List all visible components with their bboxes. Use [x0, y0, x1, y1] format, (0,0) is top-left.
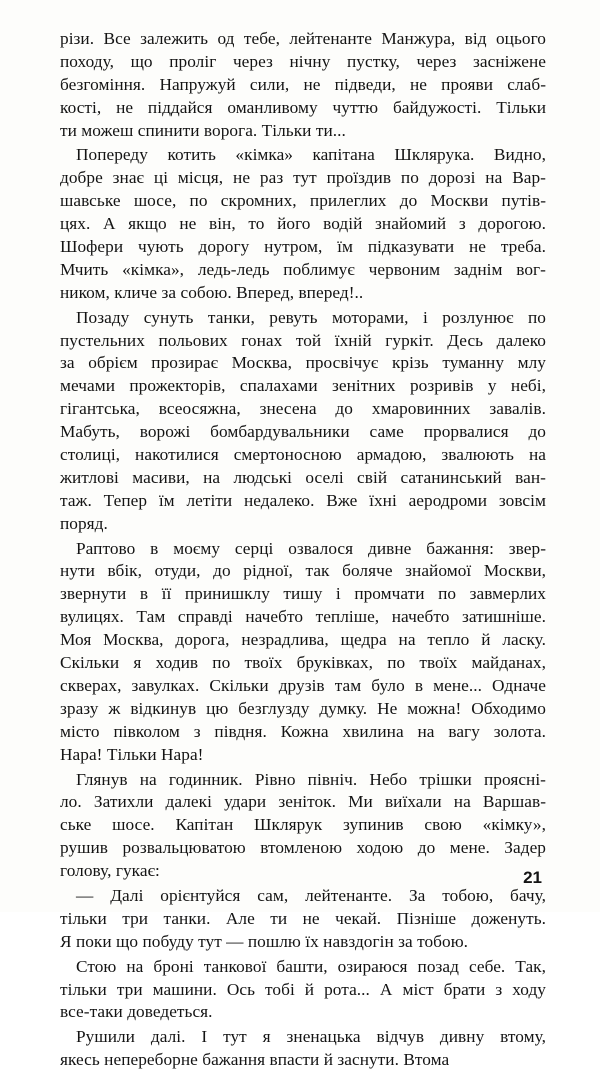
text-line: житлові масиви, на людські оселі свій сатанинський ван- — [60, 467, 546, 487]
text-line: безгоміння. Напружуй сили, не підведи, не прояви слаб- — [60, 74, 546, 94]
text-line: ником, кличе за собою. Вперед, вперед!.. — [60, 282, 364, 302]
text-line: цях. А якщо не він, то його водій знайомий з дорогою. — [60, 214, 546, 234]
text-line: Мабуть, ворожі бомбардувальники саме прорвалися до — [60, 422, 546, 442]
text-line: Шофери чують дорогу нутром, їм підказувати не треба. — [60, 237, 546, 257]
text-line: тільки три машини. Ось тобі й рота... А міст брати з ходу — [60, 979, 546, 999]
text-line: столиці, накотилися смертоносною армадою, звалюють на — [60, 445, 546, 465]
text-line: Позаду сунуть танки, ревуть моторами, і розлунює по — [76, 307, 546, 327]
text-line: поряд. — [60, 513, 108, 533]
text-line: Скільки я ходив по твоїх бруківках, по твоїх майданах, — [60, 653, 546, 673]
text-line: Нара! Тільки Нара! — [60, 744, 204, 764]
body-text — [60, 28, 546, 1072]
text-line: місто півколом з півдня. Кожна хвилина на вагу золота. — [60, 721, 546, 741]
text-line: тільки три танки. Але ти не чекай. Пізніше доженуть. — [60, 908, 546, 928]
text-line: за обрієм прозирає Москва, просвічує крізь туманну млу — [60, 353, 546, 373]
text-line: таж. Тепер їм летіти недалеко. Вже їхні аеродроми зовсім — [60, 490, 546, 510]
text-line: пустельних польових гонах той їхній гуркіт. Десь далеко — [60, 330, 546, 350]
text-line: Глянув на годинник. Рівно північ. Небо трішки прояснi- — [76, 769, 546, 789]
text-line: гігантська, всеосяжна, знесена до хмаровинних завалів. — [60, 399, 546, 419]
text-line: вулицях. Там справді начебто тепліше, начебто затишніше. — [60, 607, 546, 627]
text-line: звернути в її принишклу тишу і промчати по завмерлих — [60, 584, 546, 604]
text-line: голову, гукає: — [60, 861, 160, 881]
paragraph — [60, 28, 546, 142]
paragraph — [60, 538, 546, 767]
paragraph — [60, 307, 546, 536]
page-number: 21 — [523, 868, 542, 887]
text-line: ське шосе. Капітан Шклярук зупинив свою «кімку», — [60, 815, 546, 835]
text-line: мечами прожекторів, спалахами зенітних розривів у небі, — [60, 376, 546, 396]
text-line: різи. Все залежить од тебе, лейтенанте Манжура, від оцього — [60, 29, 546, 48]
text-line: нути вбік, отуди, до рідної, так боляче знайомої Москви, — [60, 561, 546, 581]
paragraph — [60, 769, 546, 883]
text-line: Стою на броні танкової башти, озираюся позад себе. Так, — [76, 956, 546, 976]
text-line: Моя Москва, дорога, незрадлива, щедра на тепло й ласку. — [60, 630, 546, 650]
text-line: все-таки доведеться. — [60, 1002, 213, 1022]
paragraph — [60, 885, 546, 954]
text-line: Раптово в моєму серці озвалося дивне бажання: звер- — [76, 538, 546, 558]
text-line: ти можеш спинити ворога. Тільки ти... — [60, 120, 346, 140]
text-line: якесь непереборне бажання впасти й заснути. Втома — [60, 1050, 450, 1070]
text-line: Мчить «кімка», ледь-ледь поблимує червоним заднім вог- — [60, 259, 546, 279]
paragraph — [60, 1026, 546, 1072]
text-line: добре знає ці місця, не раз тут проїздив по дорозі на Вар- — [60, 168, 546, 188]
text-line: кості, не піддайся оманливому чуттю байдужості. Тільки — [60, 97, 546, 117]
text-line: скверах, завулках. Скільки друзів там було в мене... Одначе — [60, 675, 546, 695]
text-line: походу, що проліг через нічну пустку, через засніжене — [60, 51, 546, 71]
text-line: — Далі орієнтуйся сам, лейтенанте. За тобою, бачу, — [76, 885, 546, 905]
text-line: Рушили далі. І тут я зненацька відчув дивну втому, — [76, 1027, 546, 1047]
text-line: Я поки що побуду тут — пошлю їх навздогін за тобою. — [60, 931, 469, 951]
paragraph — [60, 144, 546, 304]
paragraph — [60, 956, 546, 1025]
text-line: рушив розвальцюватою втомленою ходою до мене. Задер — [60, 838, 546, 858]
text-line: Попереду котить «кімка» капітана Шклярука. Видно, — [76, 145, 546, 165]
text-line: ло. Затихли далекі удари зеніток. Ми виїхали на Варшав- — [60, 792, 546, 812]
text-line: шавське шосе, по скромних, прилеглих до Москви путів- — [60, 191, 546, 211]
text-line: зразу ж відкинув цю безглузду думку. Не можна! Обходимо — [60, 698, 546, 718]
